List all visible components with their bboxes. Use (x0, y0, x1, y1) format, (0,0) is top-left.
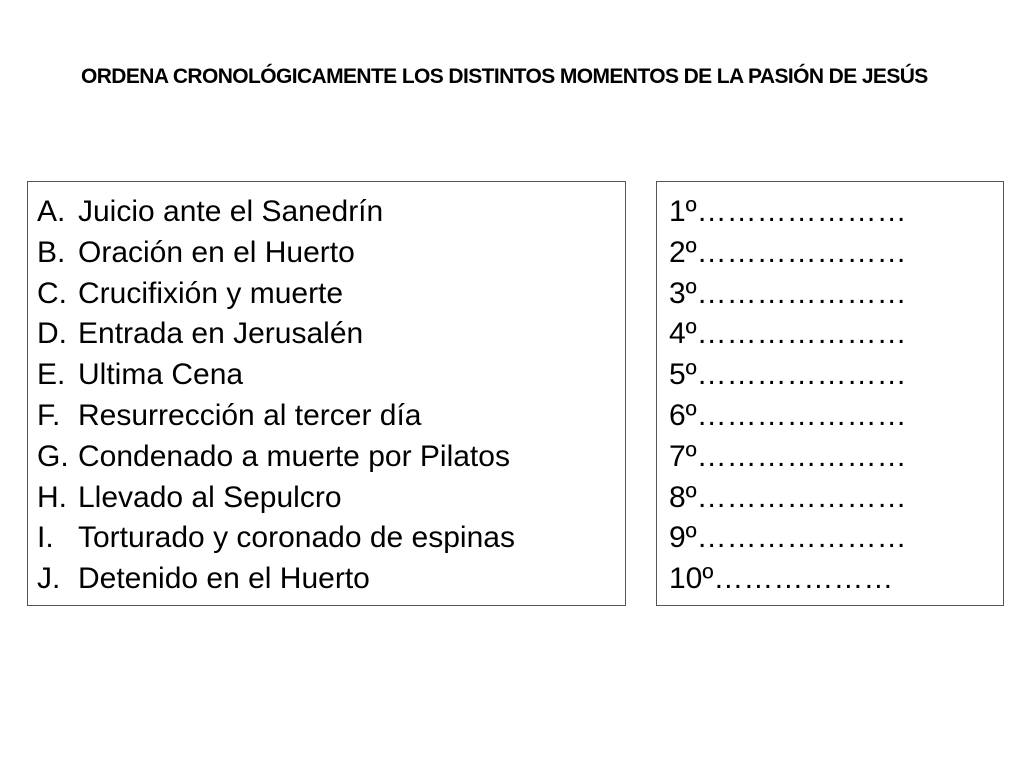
event-letter: J. (37, 562, 61, 596)
event-item-a (37, 192, 515, 233)
event-text: Entrada en Jerusalén (78, 317, 364, 351)
event-letter: G. (37, 439, 69, 473)
event-item-g (37, 437, 515, 478)
event-text: Detenido en el Huerto (78, 562, 370, 596)
events-box (27, 181, 626, 606)
order-slot-6[interactable]: 6º………………… (669, 398, 907, 432)
order-slot-8[interactable]: 8º………………… (669, 480, 907, 514)
event-text: Oración en el Huerto (78, 235, 355, 269)
event-item-c (37, 274, 515, 315)
order-slot-2[interactable]: 2º………………… (669, 235, 907, 269)
event-item-j (37, 559, 515, 600)
event-text: Resurrección al tercer día (78, 398, 422, 432)
event-item-i (37, 518, 515, 559)
worksheet-title: ORDENA CRONOLÓGICAMENTE LOS DISTINTOS MOMENTOS DE LA PASIÓN DE JESÚS (81, 65, 928, 88)
event-item-h (37, 478, 515, 519)
event-letter: A. (37, 195, 66, 228)
event-item-e (37, 355, 515, 396)
event-item-f (37, 396, 515, 437)
event-item-b (37, 233, 515, 274)
event-letter: B. (37, 235, 66, 269)
order-answer-box (656, 181, 1004, 606)
order-slot-1[interactable]: 1º………………… (669, 195, 907, 228)
order-slot-5[interactable]: 5º………………… (669, 358, 907, 392)
event-text: Ultima Cena (78, 358, 244, 392)
event-letter: E. (37, 358, 66, 392)
order-slot-3[interactable]: 3º………………… (669, 276, 907, 310)
event-letter: D. (37, 317, 67, 351)
order-slot-9[interactable]: 9º………………… (669, 521, 907, 555)
event-text: Juicio ante el Sanedrín (78, 195, 384, 228)
event-text: Crucifixión y muerte (78, 276, 344, 310)
event-letter: C. (37, 276, 67, 310)
event-text: Llevado al Sepulcro (78, 480, 342, 514)
event-letter: F. (37, 398, 61, 432)
events-list (37, 192, 515, 600)
order-slot-10[interactable]: 10º……………… (669, 562, 894, 596)
event-text: Torturado y coronado de espinas (78, 521, 515, 555)
order-slot-4[interactable]: 4º………………… (669, 317, 907, 351)
order-slots-list (669, 192, 907, 600)
order-slot-7[interactable]: 7º………………… (669, 439, 907, 473)
event-item-d (37, 314, 515, 355)
event-letter: H. (37, 480, 67, 514)
event-text: Condenado a muerte por Pilatos (78, 439, 510, 473)
event-letter: I. (37, 521, 54, 555)
